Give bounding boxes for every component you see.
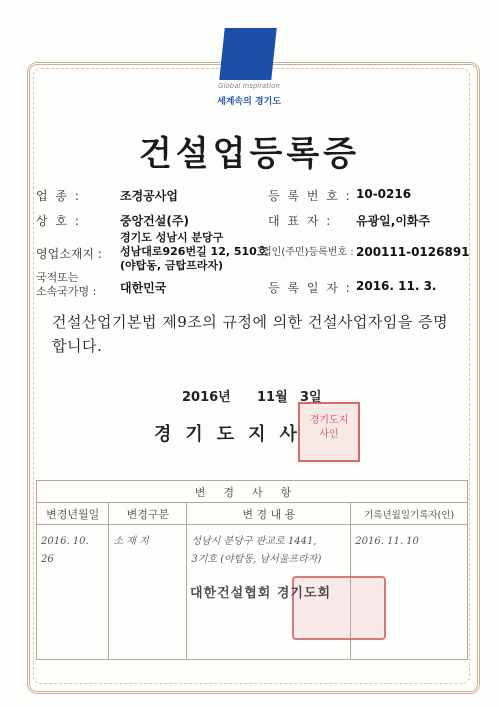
logo-subtitle: Global Inspiration — [218, 82, 280, 90]
change-type: 소 재 지 — [109, 525, 187, 660]
change-section-header: 변경사항 — [37, 481, 468, 503]
column-header: 변경년월일 — [37, 503, 109, 525]
official-seal — [298, 402, 360, 462]
nationality-label-1: 국적또는 — [36, 271, 79, 284]
issuer-name: 경기도지사 — [154, 424, 311, 445]
nationality-value: 대한민국 — [120, 281, 167, 295]
change-content-line2: 3기호 (야탑동, 남서울프라자) — [191, 554, 322, 565]
column-header: 변 경 내 용 — [187, 503, 351, 525]
reg-date-label: 등 록 일 자 : — [268, 281, 352, 295]
ceo-value: 유광일,이화주 — [356, 214, 431, 228]
change-date: 2016. 10. 26 — [37, 525, 109, 660]
reg-no-value: 10-0216 — [356, 187, 412, 201]
nationality-label-2: 소속국가명 : — [36, 285, 97, 298]
address-label: 영업소재지 : — [36, 247, 102, 261]
issue-day: 3일 — [300, 390, 322, 405]
address-line1: 경기도 성남시 분당구 — [120, 231, 224, 244]
reg-no-label: 등 록 번 호 : — [268, 189, 352, 203]
gyeonggi-logo — [210, 24, 288, 106]
logo-name: 세계속의 경기도 — [217, 97, 281, 107]
address-line2: 성남대로926번길 12, 510호 — [120, 245, 268, 258]
company-value: 중앙건설(주) — [120, 214, 189, 228]
association-stamp-text: 대한건설협회 경기도회 — [190, 586, 332, 601]
issue-month: 11월 — [257, 390, 288, 405]
company-label: 상 호 : — [36, 214, 81, 228]
issue-year: 2016년 — [182, 390, 231, 405]
change-history-table — [36, 480, 468, 660]
recorded-date: 2016. 11. 10 — [351, 525, 468, 660]
corp-no-value: 200111-0126891 — [356, 245, 470, 259]
column-header: 변경구분 — [109, 503, 187, 525]
address-line3: (야탑동, 금탑프라자) — [120, 259, 224, 272]
business-type-label: 업 종 : — [36, 189, 81, 203]
ceo-label: 대 표 자 : — [268, 214, 333, 228]
certification-statement: 건설산업기본법 제9조의 규정에 의한 건설사업자임을 증명합니다. — [52, 313, 449, 355]
page-title: 건설업등록증 — [138, 134, 361, 174]
corp-no-label: 법인(주민)등록번호 : — [262, 247, 354, 258]
logo-emblem-icon — [219, 28, 276, 80]
seal-text: 경기도지사인 — [309, 415, 349, 440]
column-header: 기록년월일기록자(인) — [351, 503, 468, 525]
change-content-line1: 성남시 분당구 판교로 1441, — [191, 536, 317, 547]
reg-date-value: 2016. 11. 3. — [356, 279, 437, 293]
business-type-value: 조경공사업 — [120, 189, 178, 203]
